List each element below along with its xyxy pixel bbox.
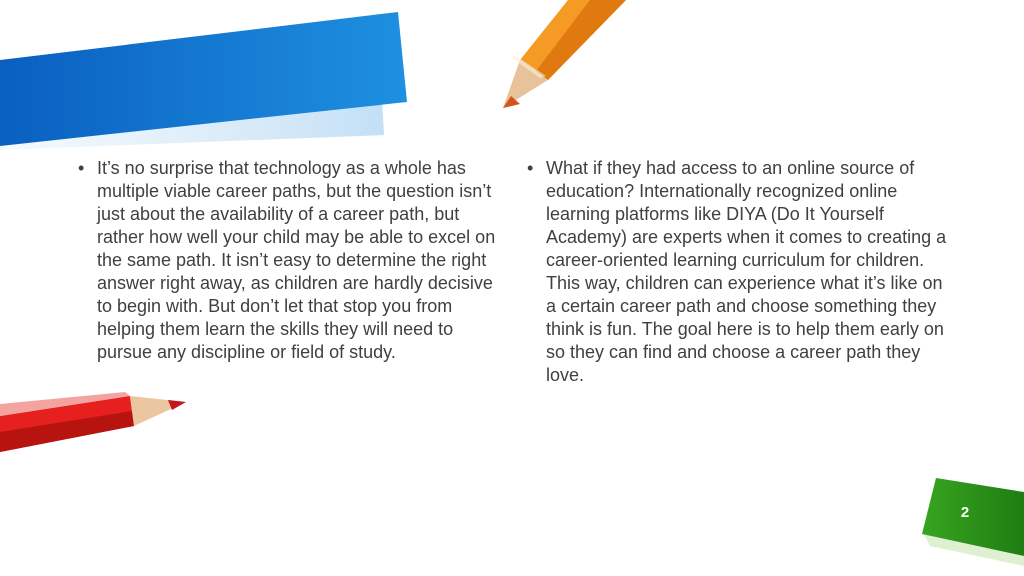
bullet-glyph: •: [78, 158, 85, 178]
page-number-tab: [922, 478, 1024, 566]
blue-banner: [0, 12, 407, 150]
list-item: [75, 157, 507, 364]
list-item: [524, 157, 956, 387]
bullet-text: What if they had access to an online source of education? Internationally recognized online learning platforms like DIYA (Do It Yourself Academy) are experts when it comes to creating a career-oriented learning curriculum for children. This way, children can experience what it’s like on a certain career path and choose something they think is fun. The goal here is to help them early on so they can find and choose a career path they love.: [546, 158, 947, 385]
bullet-glyph: •: [527, 158, 534, 178]
right-text-column: [524, 157, 956, 387]
orange-pencil-icon: [503, 0, 626, 108]
red-pencil-icon: [0, 392, 186, 452]
left-text-column: [75, 157, 507, 364]
bullet-text: It’s no surprise that technology as a whole has multiple viable career paths, but the question isn’t just about the availability of a career path, but rather how well your child may be able to excel on the same path. It isn’t easy to determine the right answer right away, as children are hardly decisive to begin with. But don’t let that stop you from helping them learn the skills they will need to pursue any discipline or field of study.: [97, 158, 496, 362]
page-number: 2: [960, 504, 970, 521]
